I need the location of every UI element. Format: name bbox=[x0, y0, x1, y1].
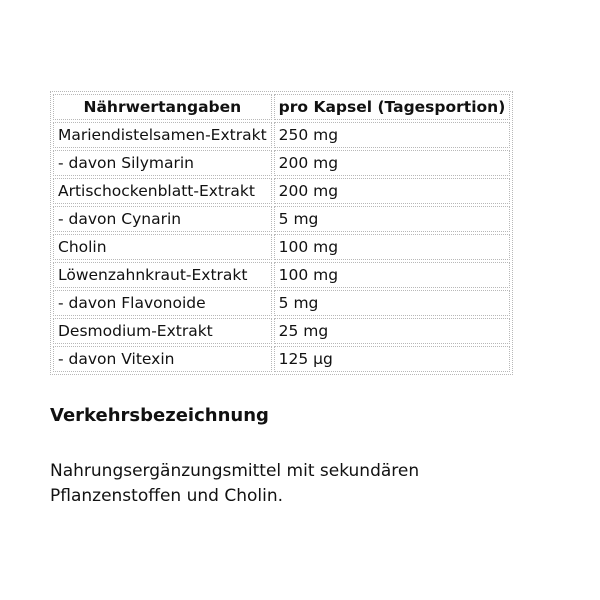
table-row bbox=[53, 234, 510, 260]
table-row bbox=[53, 262, 510, 288]
amount-cell: 250 mg bbox=[274, 122, 511, 148]
product-description: Nahrungsergänzungsmittel mit sekundären Pflanzenstoffen und Cholin. bbox=[50, 461, 420, 506]
nutrient-cell: Desmodium-Extrakt bbox=[53, 318, 272, 344]
table-row bbox=[53, 290, 510, 316]
amount-cell: 5 mg bbox=[274, 290, 511, 316]
amount-cell: 200 mg bbox=[274, 150, 511, 176]
amount-cell: 5 mg bbox=[274, 206, 511, 232]
table-row bbox=[53, 346, 510, 372]
table-row bbox=[53, 122, 510, 148]
amount-cell: 100 mg bbox=[274, 234, 511, 260]
nutrient-cell: Mariendistelsamen-Extrakt bbox=[53, 122, 272, 148]
amount-cell: 200 mg bbox=[274, 178, 511, 204]
amount-cell: 125 µg bbox=[274, 346, 511, 372]
nutrient-cell: - davon Vitexin bbox=[53, 346, 272, 372]
table-row bbox=[53, 318, 510, 344]
table-row bbox=[53, 178, 510, 204]
section-heading: Verkehrsbezeichnung bbox=[50, 405, 269, 426]
amount-cell: 25 mg bbox=[274, 318, 511, 344]
nutrient-cell: - davon Cynarin bbox=[53, 206, 272, 232]
table-row bbox=[53, 206, 510, 232]
nutrient-cell: - davon Flavonoide bbox=[53, 290, 272, 316]
nutrient-cell: Cholin bbox=[53, 234, 272, 260]
nutrient-cell: Löwenzahnkraut-Extrakt bbox=[53, 262, 272, 288]
nutrient-cell: - davon Silymarin bbox=[53, 150, 272, 176]
table-row bbox=[53, 150, 510, 176]
amount-cell: 100 mg bbox=[274, 262, 511, 288]
column-header-nutrient: Nährwertangaben bbox=[53, 94, 272, 120]
column-header-amount: pro Kapsel (Tagesportion) bbox=[274, 94, 511, 120]
table-header-row bbox=[53, 94, 510, 120]
nutrient-cell: Artischockenblatt-Extrakt bbox=[53, 178, 272, 204]
nutrition-table bbox=[50, 91, 513, 375]
